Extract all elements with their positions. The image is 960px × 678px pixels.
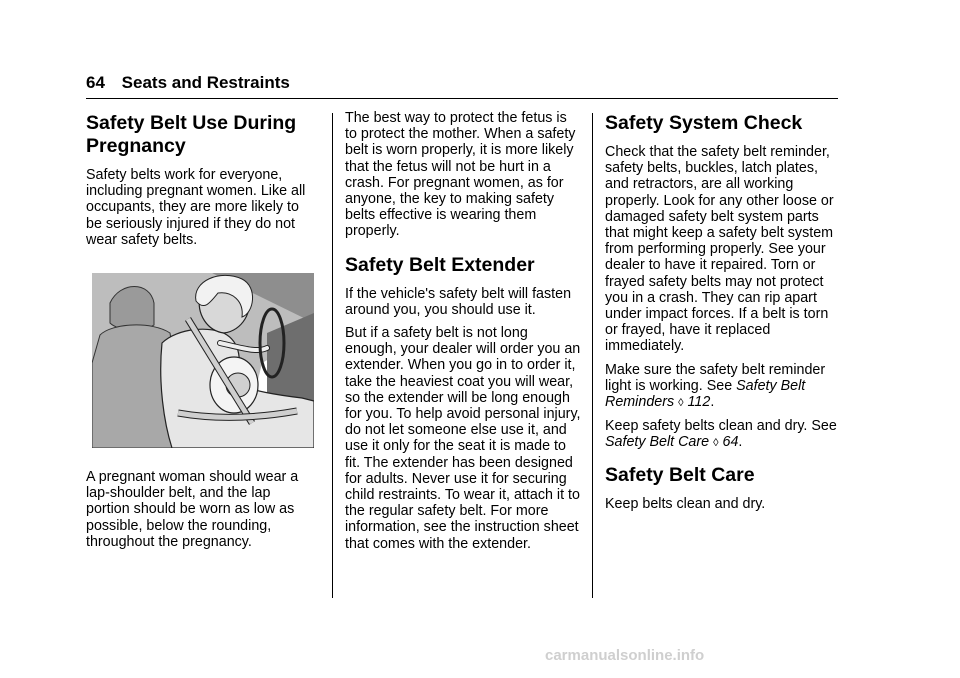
pregnancy-caption: A pregnant woman should wear a lap-shoulder belt, and the lap portion should be worn as low as possible, below the rounding, throughout the pregnancy.: [86, 469, 299, 550]
column-divider-1: [332, 113, 333, 598]
pregnancy-heading: Safety Belt Use During Pregnancy: [86, 112, 297, 157]
extender-paragraph-2: But if a safety belt is not long enough, your dealer will order you an extender. When you go in to order it, take the heaviest coat you will wear, so the extender will be long enough for you. To help avoid personal injury, do not let someone else use it, and use it only for the seat it is made to fit. The extender has been designed for adults. Never use it for securing child restraints. To wear it, attach it to the regular safety belt. For more information, see the instruction sheet that comes with the extender.: [345, 325, 581, 552]
column-divider-2: [592, 113, 593, 598]
reminder-text: Make sure the safety belt reminder light is working. See: [605, 361, 826, 394]
extender-heading: Safety Belt Extender: [345, 253, 535, 276]
clean-dry-paragraph: [605, 418, 841, 451]
belt-care-paragraph: Keep belts clean and dry.: [605, 495, 766, 512]
page-ref-icon: ◊: [713, 437, 719, 450]
watermark: carmanualsonline.info: [545, 647, 705, 664]
system-check-paragraph: Check that the safety belt reminder, safety belts, buckles, latch plates, and retractors, are all working properly. Look for any other loose or damaged safety belt system parts that might keep a safety belt system from performing properly. See your dealer to have it repaired. Torn or frayed safety belts may not protect you in a crash. They can rip apart under impact forces. If a belt is torn or frayed, have it replaced immediately.: [605, 144, 834, 355]
belt-care-heading: Safety Belt Care: [605, 463, 755, 486]
fetus-paragraph: The best way to protect the fetus is to protect the mother. When a safety belt is worn properly, it is more likely that the fetus will not be hurt in a crash. For pregnant women, as for anyone, the key to making safety belts effective is wearing them properly.: [345, 110, 576, 240]
column-1: [86, 108, 318, 557]
page-ref-icon: ◊: [678, 397, 684, 410]
reminder-paragraph: [605, 362, 841, 412]
system-check-heading: Safety System Check: [605, 112, 803, 134]
belt-care-page[interactable]: 64: [722, 434, 739, 451]
column-2: [345, 110, 582, 559]
belt-care-link[interactable]: Safety Belt Care: [605, 434, 710, 451]
reminder-period: .: [710, 394, 715, 411]
extender-paragraph-1: If the vehicle's safety belt will fasten around you, you should use it.: [345, 285, 572, 318]
pregnant-woman-belt-illustration: [92, 273, 314, 448]
reminders-link[interactable]: Safety Belt Reminders: [605, 377, 806, 411]
page-header: [86, 73, 290, 93]
header-rule: [86, 98, 838, 99]
pregnancy-intro: Safety belts work for everyone, including pregnant women. Like all occupants, they are more likely to be seriously injured if they do not wear safety belts.: [86, 167, 306, 248]
page-number: 64: [86, 73, 105, 92]
clean-dry-text: Keep safety belts clean and dry. See: [605, 418, 837, 435]
clean-dry-period: .: [738, 434, 743, 451]
column-3: [605, 108, 841, 519]
reminders-page[interactable]: 112: [687, 394, 711, 411]
section-title: Seats and Restraints: [121, 73, 290, 92]
